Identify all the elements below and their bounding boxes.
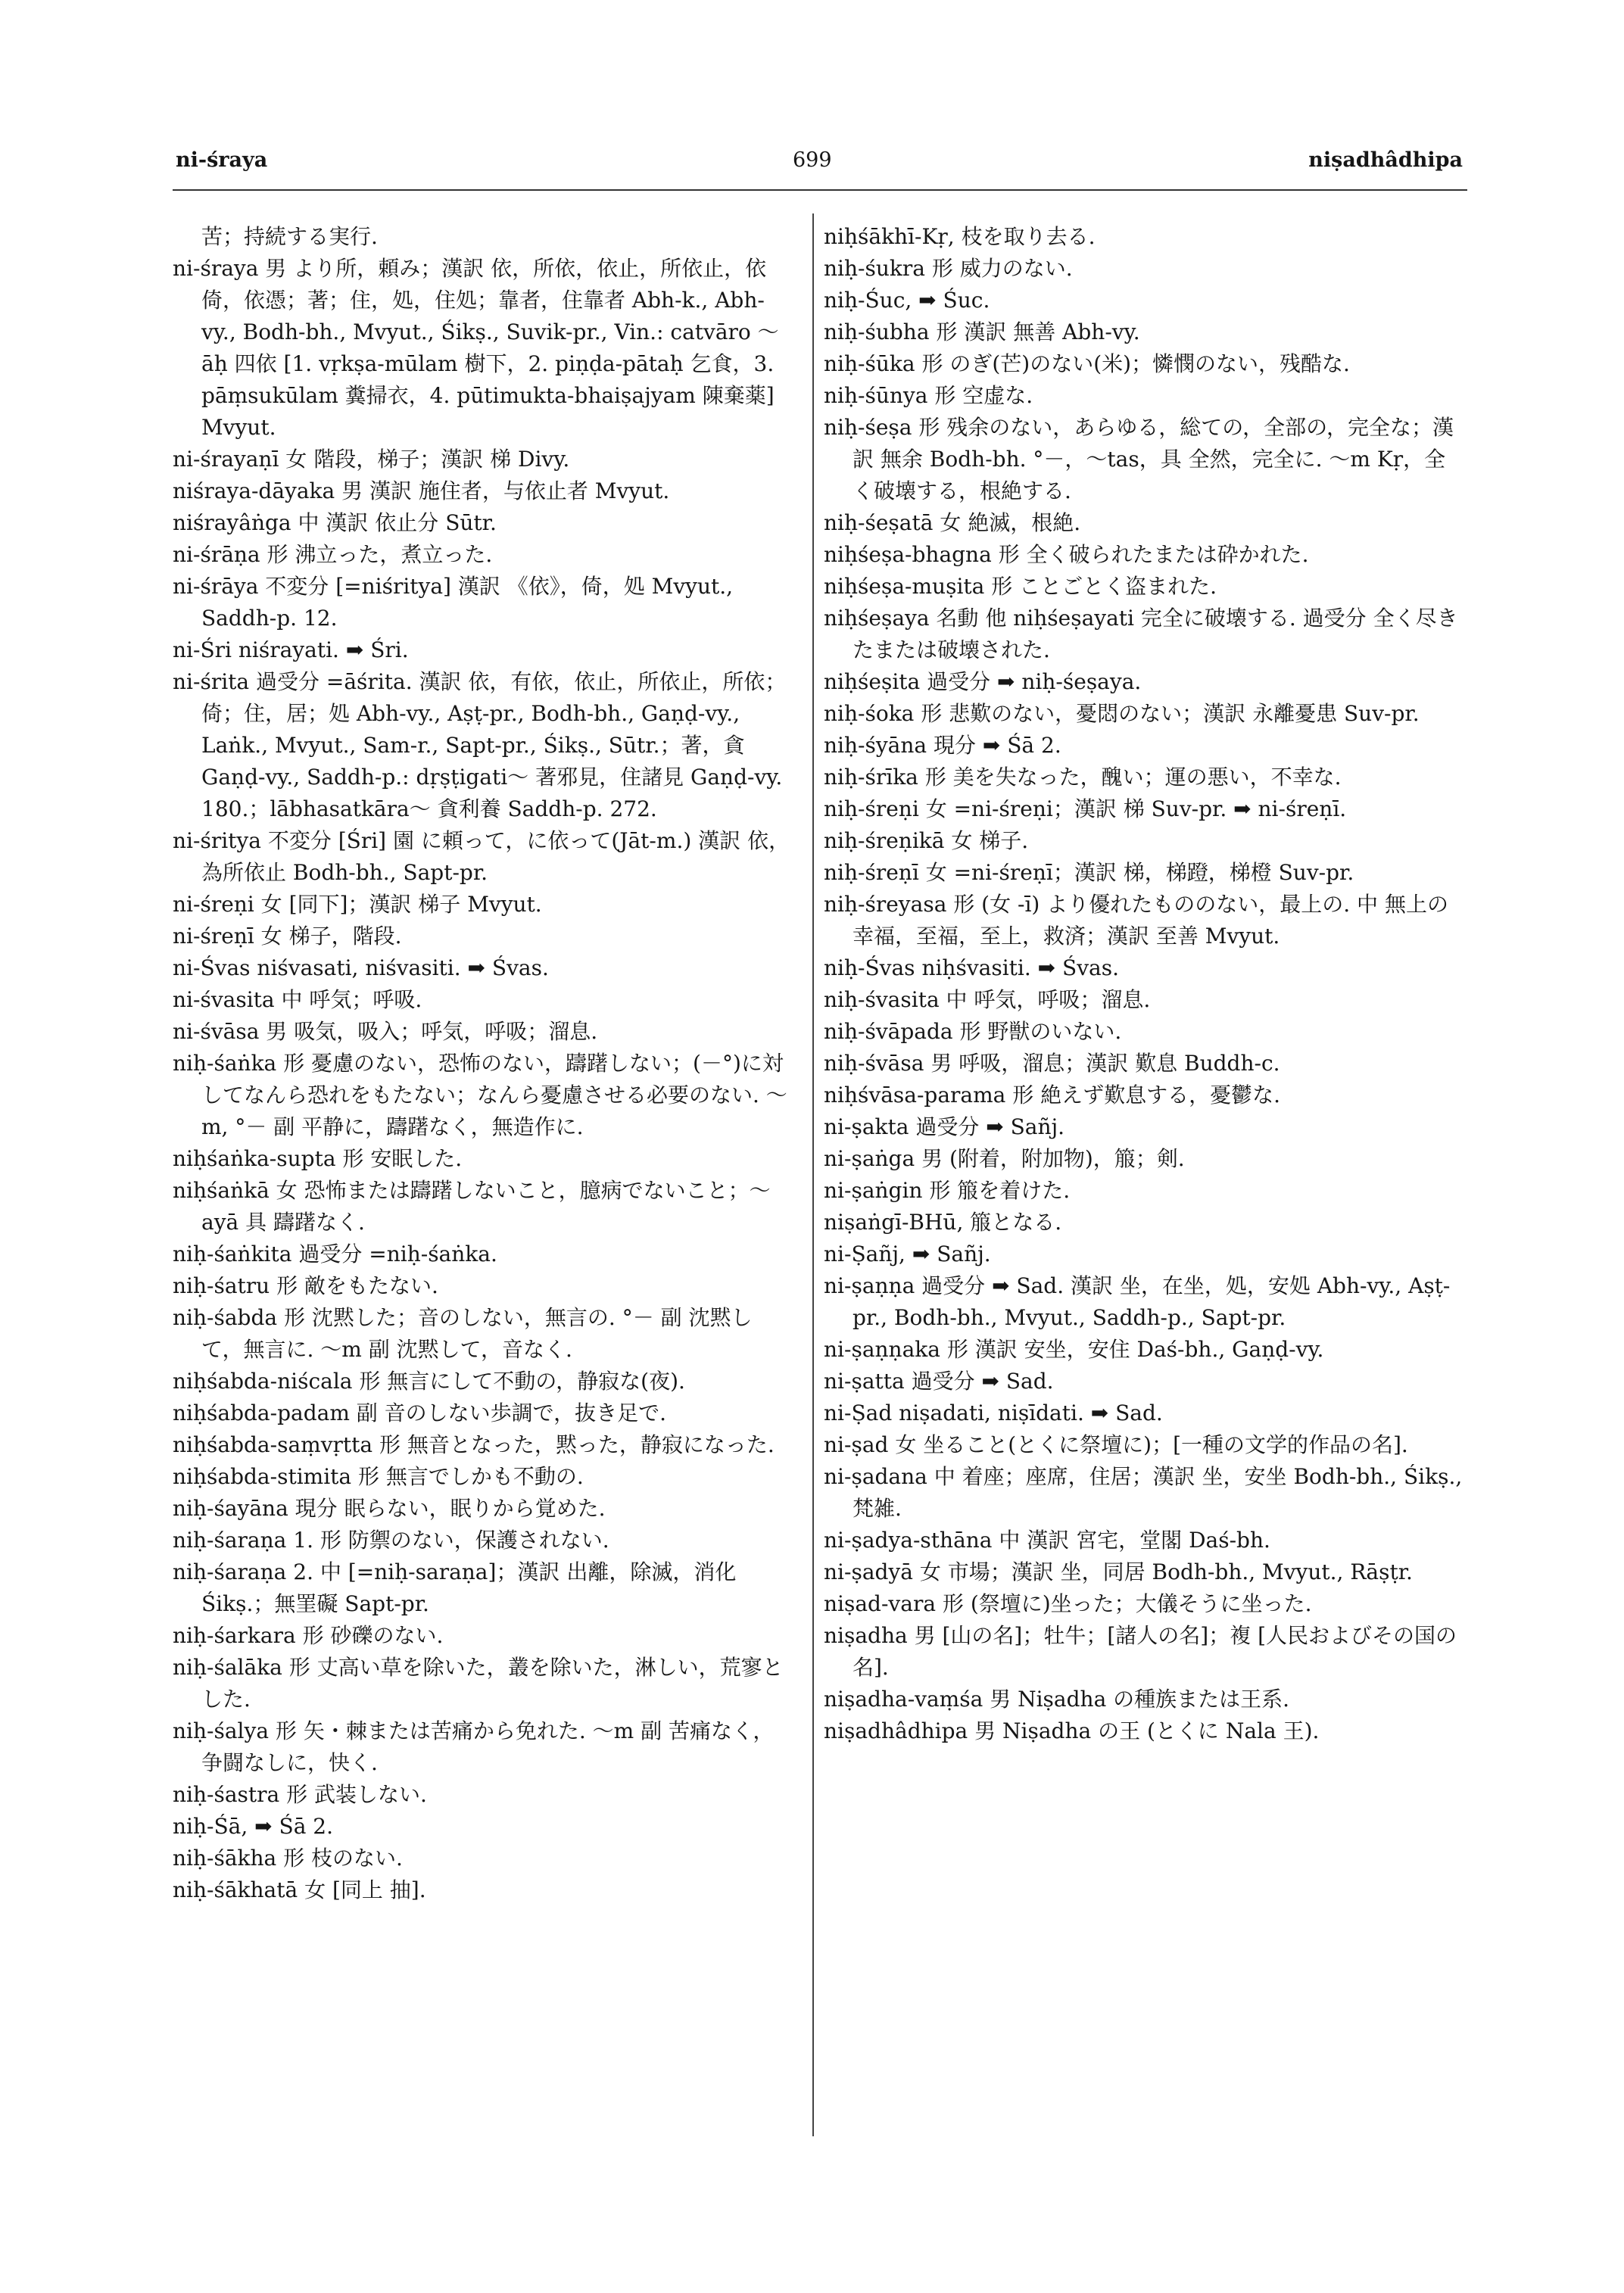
dictionary-entry: niḥ-śreṇi 女 =ni-śreṇi；漢訳 梯 Suv-pr. ➡ ni-śreṇī. — [824, 796, 1347, 821]
dictionary-entry: ni-śvasita 中 呼気；呼吸. — [173, 987, 422, 1012]
dictionary-entry: ni-śrita 過受分 =āśrita. 漢訳 依，有依，依止，所依止，所依；倚；住，居；処 Abh-vy., Aṣṭ-pr., Bodh-bh., Gaṇḍ-vy., Laṅk., Mvyut., Sam-r., Sapt-pr., Śikṣ., Sūtr.；著，貪 Gaṇḍ-vy., Saddh-p.: dṛṣṭigati～ 著邪見，住諸見 Gaṇḍ-vy. 180.；lābhasatkāra～ 貪利養 Saddh-p. 272. — [173, 669, 787, 821]
dictionary-entry: niḥ-Śuc, ➡ Śuc. — [824, 288, 990, 313]
dictionary-entry: niḥ-śūka 形 のぎ(芒)のない(米)；憐憫のない，残酷な. — [824, 351, 1350, 376]
dictionary-entry: niḥ-śubha 形 漢訳 無善 Abh-vy. — [824, 319, 1140, 344]
dictionary-entry: niḥśabda-niścala 形 無言にして不動の，静寂な(夜). — [173, 1369, 685, 1394]
dictionary-entry: niḥśeṣa-muṣita 形 ことごとく盗まれた. — [824, 574, 1217, 599]
dictionary-entry: ni-śvāsa 男 吸気，吸入；呼気，呼吸；溜息. — [173, 1019, 598, 1044]
dictionary-entry: ni-śreṇi 女 [同下]；漢訳 梯子 Mvyut. — [173, 892, 542, 917]
running-head-left: ni-śraya — [176, 148, 268, 172]
dictionary-entry: niṣadhâdhipa 男 Niṣadha の王 (とくに Nala 王). — [824, 1718, 1320, 1743]
dictionary-entry: ni-ṣatta 過受分 ➡ Sad. — [824, 1369, 1054, 1394]
running-head-right: niṣadhâdhipa — [1308, 148, 1463, 172]
dictionary-entry: niḥ-śreyasa 形 (女 -ī) より優れたもののない，最上の. 中 無上の幸福，至福，至上，救済；漢訳 至善 Mvyut. — [824, 892, 1448, 949]
dictionary-entry: ni-śrāya 不変分 [=niśritya] 漢訳 《依》，倚，処 Mvyut., Saddh-p. 12. — [173, 574, 734, 631]
dictionary-entry: niḥ-śatru 形 敵をもたない. — [173, 1273, 438, 1298]
header-rule — [173, 189, 1467, 191]
dictionary-entry: ni-Śvas niśvasati, niśvasiti. ➡ Śvas. — [173, 955, 549, 980]
dictionary-entry: niḥśvāsa-parama 形 絶えず歎息する，憂鬱な. — [824, 1083, 1281, 1108]
page-number: 699 — [793, 148, 832, 172]
dictionary-entry: niṣadha-vaṃśa 男 Niṣadha の種族または王系. — [824, 1687, 1290, 1712]
dictionary-entry: niḥ-śarkara 形 砂礫のない. — [173, 1623, 444, 1648]
dictionary-entry: niḥ-śvāpada 形 野獣のいない. — [824, 1019, 1122, 1044]
dictionary-entry: ni-Ṣañj, ➡ Sañj. — [824, 1242, 991, 1266]
dictionary-entry: niḥ-śaraṇa 1. 形 防禦のない，保護されない. — [173, 1528, 609, 1553]
dictionary-entry: niḥśaṅkā 女 恐怖または躊躇しないこと，臆病でないこと；～ayā 具 躊躇なく. — [173, 1178, 771, 1235]
dictionary-entry: ni-ṣaṅgin 形 箙を着けた. — [824, 1178, 1071, 1203]
dictionary-entry: niḥ-śastra 形 武装しない. — [173, 1782, 427, 1807]
dictionary-entry: niḥśabda-padam 副 音のしない歩調で，抜き足で. — [173, 1400, 667, 1425]
dictionary-entry: niḥ-śākhatā 女 [同上 抽]. — [173, 1877, 426, 1902]
dictionary-entry: niṣaṅgī-BHū, 箙となる. — [824, 1210, 1062, 1235]
dictionary-entry: niḥ-śākha 形 枝のない. — [173, 1846, 403, 1871]
dictionary-entry: niḥ-śaṅka 形 憂慮のない，恐怖のない，躊躇しない；(－°)に対してなんら恐れをもたない；なんら憂慮させる必要のない. ～m, °－ 副 平静に，躊躇なく，無造作に. — [173, 1051, 787, 1139]
dictionary-entry: niḥ-śūnya 形 空虚な. — [824, 383, 1033, 408]
dictionary-entry: ni-ṣaṇṇa 過受分 ➡ Sad. 漢訳 坐，在坐，処，安処 Abh-vy., Aṣṭ-pr., Bodh-bh., Mvyut., Saddh-p., Sapt-pr. — [824, 1273, 1451, 1330]
dictionary-entry: niḥśākhī-Kṛ, 枝を取り去る. — [824, 224, 1096, 249]
dictionary-entry: niḥ-śabda 形 沈黙した；音のしない，無言の. °－ 副 沈黙して，無言に. ～m 副 沈黙して，音なく. — [173, 1305, 753, 1362]
dictionary-entry: niḥ-śeṣa 形 残余のない，あらゆる，総ての，全部の，完全な；漢訳 無余 Bodh-bh. °－，～tas，具 全然，完全に. ～m Kṛ，全く破壊する，根絶する. — [824, 415, 1454, 503]
dictionary-entry: niḥ-śrīka 形 美を失なった，醜い；運の悪い，不幸な. — [824, 765, 1342, 790]
dictionary-entry: niḥ-śaṅkita 過受分 =niḥ-śaṅka. — [173, 1242, 497, 1266]
dictionary-entry: ni-śraya 男 より所，頼み；漢訳 依，所依，依止，所依止，依倚，依憑；著；住，処，住処；靠者，住靠者 Abh-k., Abh-vy., Bodh-bh., Mvyut., Śikṣ., Suvik-pr., Vin.: catvāro ～āḥ 四依 [1. vṛkṣa-mūlam 樹下，2. piṇḍa-pātaḥ 乞食，3. pāṃsukūlam 糞掃衣，4. pūtimukta-bhaiṣajyam 陳棄薬] Mvyut. — [173, 256, 779, 440]
column-divider — [812, 213, 814, 2136]
dictionary-entry: niṣad-vara 形 (祭壇に)坐った；大儀そうに坐った. — [824, 1591, 1312, 1616]
dictionary-entry: niḥśabda-stimita 形 無言でしかも不動の. — [173, 1464, 584, 1489]
dictionary-entry: niḥ-śreṇī 女 =ni-śreṇī；漢訳 梯，梯蹬，梯橙 Suv-pr. — [824, 860, 1354, 885]
page-header — [176, 148, 1463, 186]
dictionary-entry: niḥ-śreṇikā 女 梯子. — [824, 828, 1029, 853]
dictionary-entry: niḥśeṣa-bhagna 形 全く破られたまたは砕かれた. — [824, 542, 1309, 567]
dictionary-entry: niḥ-śvasita 中 呼気，呼吸；溜息. — [824, 987, 1151, 1012]
dictionary-entry: niḥ-śalya 形 矢・棘または苦痛から免れた. ～m 副 苦痛なく，争闘なしに，快く. — [173, 1718, 775, 1775]
dictionary-entry: ni-ṣad 女 坐ること(とくに祭壇に)；[一種の文学的作品の名]. — [824, 1432, 1408, 1457]
dictionary-entry: niḥ-Śvas niḥśvasiti. ➡ Śvas. — [824, 955, 1120, 980]
dictionary-entry: ni-Śri niśrayati. ➡ Śri. — [173, 637, 409, 662]
dictionary-entry: ni-śreṇī 女 梯子，階段. — [173, 924, 402, 949]
dictionary-entry: ni-śrayaṇī 女 階段，梯子；漢訳 梯 Divy. — [173, 447, 570, 472]
dictionary-entry: ni-ṣadana 中 着座；座席，住居；漢訳 坐，安坐 Bodh-bh., Śikṣ., 梵雑. — [824, 1464, 1463, 1521]
dictionary-entry: niḥ-śvāsa 男 呼吸，溜息；漢訳 歎息 Buddh-c. — [824, 1051, 1280, 1076]
right-column — [824, 221, 1466, 1747]
dictionary-entry: niśraya-dāyaka 男 漢訳 施住者，与依止者 Mvyut. — [173, 478, 670, 503]
dictionary-entry: niśrayâṅga 中 漢訳 依止分 Sūtr. — [173, 510, 497, 535]
dictionary-entry: ni-śritya 不変分 [Śri] 園 に頼って，に依って(Jāt-m.) 漢訳 依，為所依止 Bodh-bh., Sapt-pr. — [173, 828, 790, 885]
dictionary-entry: niḥ-Śā, ➡ Śā 2. — [173, 1814, 334, 1839]
dictionary-entry: niḥ-śaraṇa 2. 中 [=niḥ-saraṇa]；漢訳 出離，除滅，消化 Śikṣ.；無罣礙 Sapt-pr. — [173, 1559, 737, 1616]
dictionary-entry: niḥśaṅka-supta 形 安眠した. — [173, 1146, 463, 1171]
dictionary-entry: niḥśabda-saṃvṛtta 形 無音となった，黙った，静寂になった. — [173, 1432, 775, 1457]
dictionary-entry: ni-ṣaṇṇaka 形 漢訳 安坐，安住 Daś-bh., Gaṇḍ-vy. — [824, 1337, 1324, 1362]
dictionary-entry: ni-ṣadyā 女 市場；漢訳 坐，同居 Bodh-bh., Mvyut., Rāṣṭr. — [824, 1559, 1413, 1584]
dictionary-entry: niḥ-śyāna 現分 ➡ Śā 2. — [824, 733, 1061, 758]
dictionary-entry: niḥ-śeṣatā 女 絶滅，根絶. — [824, 510, 1081, 535]
dictionary-entry: niṣadha 男 [山の名]；牡牛；[諸人の名]；複 [人民およびその国の名]. — [824, 1623, 1457, 1680]
dictionary-entry: niḥ-śukra 形 威力のない. — [824, 256, 1073, 281]
dictionary-entry: niḥśeṣaya 名動 他 niḥśeṣayati 完全に破壊する. 過受分 全く尽きたまたは破壊された. — [824, 606, 1458, 662]
dictionary-entry: 苦；持続する実行. — [201, 224, 378, 249]
dictionary-entry: ni-śrāṇa 形 沸立った，煮立った. — [173, 542, 493, 567]
dictionary-entry: niḥ-śayāna 現分 眠らない，眠りから覚めた. — [173, 1496, 606, 1521]
dictionary-entry: ni-ṣakta 過受分 ➡ Sañj. — [824, 1114, 1065, 1139]
dictionary-entry: ni-ṣaṅga 男 (附着，附加物)，箙；剣. — [824, 1146, 1185, 1171]
dictionary-entry: ni-ṣadya-sthāna 中 漢訳 宮宅，堂閣 Daś-bh. — [824, 1528, 1270, 1553]
dictionary-entry: niḥ-śoka 形 悲歎のない，憂悶のない；漢訳 永離憂患 Suv-pr. — [824, 701, 1420, 726]
left-column — [173, 221, 793, 1906]
dictionary-entry: niḥśeṣita 過受分 ➡ niḥ-śeṣaya. — [824, 669, 1142, 694]
dictionary-entry: ni-Ṣad niṣadati, niṣīdati. ➡ Sad. — [824, 1400, 1163, 1425]
dictionary-entry: niḥ-śalāka 形 丈高い草を除いた，叢を除いた，淋しい，荒寥とした. — [173, 1655, 784, 1712]
